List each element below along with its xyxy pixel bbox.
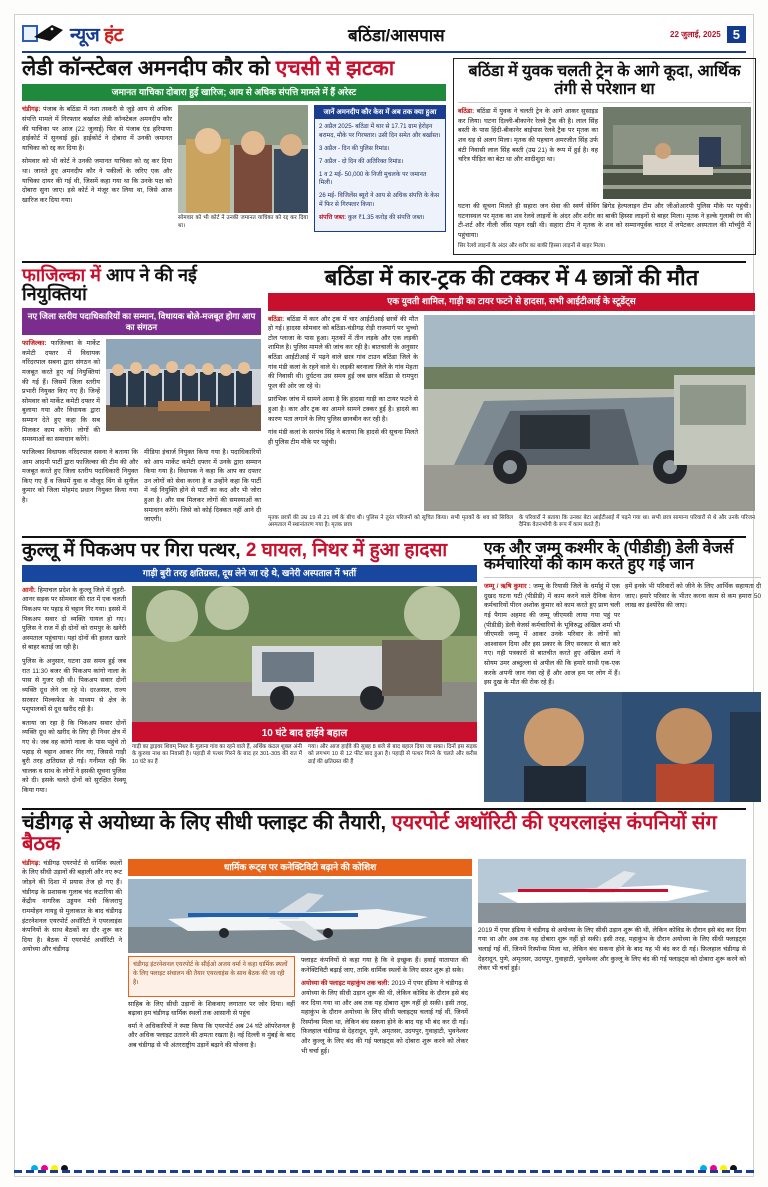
story4-caption-right: के परिवारों ने बताया कि उनका बेटा आईटीआई में पढ़ने गया था। सभी छात्र सामान्य परिवारों से थे और उनके परिजन दैनिक वेतनभोगी के रूप में काम करते हैं। xyxy=(519,514,755,529)
masthead xyxy=(22,21,746,53)
masthead-right xyxy=(670,26,746,43)
issue-date: 22 जुलाई, 2025 xyxy=(670,29,721,39)
story2-caption: सिर रेलवे लाइनों के अंदर और शरीर का बाकी हिस्सा लाइनों से बाहर मिला। xyxy=(458,242,606,249)
page-inner xyxy=(14,14,761,1177)
story2-photo xyxy=(603,107,751,199)
story4-headline: बठिंडा में कार-ट्रक की टक्कर में 4 छात्रों की मौत xyxy=(324,265,699,291)
story4-para1: बठिंडा: बठिंडा में कार और ट्रक में चार आईटीआई छात्रों की मौत हो गई। हादसा सोमवार को बठिंडा-चंडीगढ़ रोड़ी राजमार्ग पर भुच्चो टोल प्लाजा के पास हुआ। मृतकों में तीन लड़के और एक लड़की शामिल है। पुलिस मामले की जांच कर रही है। बातचाली के अनुसार बठिंडा आईटीआई में पढ़ने वाले छात्र गांव टाउन बठिंडा जिले के गांव मंडी कलां के रहने वाले थे। लड़की बरनाला जिले के गांव मेहता की निवासी थी। दुर्घटना उस समय हुई जब छात्र बठिंडा से रामपुरा फूल की ओर जा रहे थे। xyxy=(268,315,418,390)
story7-headline: चंडीगढ़ से अयोध्या के लिए सीधी फ्लाइट की तैयारी, एयरपोर्ट अथॉरिटी की एयरलाइंस कंपनियों संग बैठक xyxy=(22,811,717,855)
factbox-title: जानें अमनदीप कौर केस में अब तक क्या हुआ xyxy=(315,106,445,119)
edition-title: बठिंडा/आसपास xyxy=(348,25,445,45)
story5-para1: आनी: हिमाचल प्रदेश के कुल्लू जिले में लुहरी-आनर सड़क पर सोमवार की रात में एक चलती पिकअप पर पहाड़ से चट्टान गिर गया। इससे में पिकअप सवार दो व्यक्ति घायल हो गए। पुलिस ने राज में ही दोनों को रामपुर के खनेरी अस्पताल पहुंचाया। यहां दोनों की हालत खतरे से बाहर बताई जा रही है। xyxy=(22,586,127,652)
bird-logo-icon xyxy=(22,21,64,47)
story7-factbox: चंडीगढ़ इंटरनेशनल एयरपोर्ट के सीईओ अजय वर्मा ने कहा धार्मिक स्थलों के लिए फ्लाइट संचालन की तैयार एयरलाइंस के साथ बैठक की जा रही है। xyxy=(133,961,288,986)
story7-photo xyxy=(128,879,472,953)
story3-para2: फाजिल्का विधायक नरिंदरपाल सवना ने बताया कि आम आदमी पार्टी द्वारा फाजिल्का की टीम की और मजबूत करते हुए जिला स्तरीय पदाधिकारी नियुक्त किए गए हैं व जिसमें युवा व मौजूद विंग से सुनील कुमार को जिला मोहमंद प्रधान नियुक्त किया गया है। xyxy=(22,448,138,504)
story7-para3: वर्मा ने अधिकारियों ने स्पष्ट किया कि एयरपोर्ट अब 24 घंटे ऑपरेशनल है और अधिक फ्लाइट उतारने की क्षमता रखता है। नई दिल्ली व मुंबई के बाद अब चंडीगढ़ से भी अंतरराष्ट्रीय उड़ानें बढ़ाने की योजना है। xyxy=(128,1022,295,1050)
footer-rule xyxy=(14,1170,754,1173)
story1-subhead: जमानत याचिका दोबारा हुई खारिज; आय से अधिक संपत्ति मामले में हैं अरेस्ट xyxy=(22,84,446,101)
fact-5: 26 मई- विजिलेंस ब्यूरो ने आय से अधिक संपत्ति के केस में फिर से गिरफ्तार किया। xyxy=(319,192,440,209)
story2-para2: घटना की सूचना मिलते ही सहारा जन सेवा की स्वर्ण सेविंग ब्रिगेड हेल्पलाइन टीम और जीओआरपी पुलिस मौके पर पहुंची। घटनास्थल पर मृतक का शव रेलवे लाइनों के अंदर और शरीर का बाकी हिस्सा लाइनों से बाहर मिला। मृतक ने हल्के गुलाबी रंग की टी-शर्ट और नीली जींस पहन रखी थी। सहारा टीम ने मृतक के शव को सम्मानपूर्वक चादर में लपेटकर अस्पताल की मॉर्च्युरी में पहुंचाया। xyxy=(458,203,751,240)
story7-para4: फ्लाइट कंपनियों से कहा गया है कि वे इच्छुक हैं। हवाई यातायात की कनेक्टिविटी बढ़ाई जाए, ताकि धार्मिक स्थलों के लिए सफ़र शुरू हो सके। xyxy=(301,957,468,974)
story6-para1: जम्मू / ऋषि कुमार : जम्मू के रियासी जिले के धर्माहुं में एक दुखद घटना घटी (पीडीडी) में काम करने वाले दैनिक वेतन कर्मचारियों पीरन अशोक कुमार को काम करते हुए प्राण चली गई पैगाम अहमद की जम्मू जीएमसी लाया गया पहुं पर (पीडीडी) डेली वेजर्स कर्मचारियों के भूविरुद्ध अंखिल शर्मा भी जीएमसी जम्मू में आकर उनके परिवार के लोगों को आश्वासन दिया और इस प्रकार के लिए सरकार से बात करे गए। गही पत्रकारों से बातचीत करते हुए अंखिल शर्मा ने सोयम उमर अब्दुल्ला से अपील की कि हमारे साथी एक-एक करके अपनी जान गंवा रहे हैं और आज हम पर लोग में हैं। इस दुख के मौत की रोक रहे हैं। xyxy=(484,583,621,687)
fact-2: 3 अप्रैल - दिन की पुलिस रिमांड। xyxy=(319,144,390,152)
story1-para2: सोमवार को भी कोर्ट ने उनकी जमानत याचिका को रद्द कर दिया था। जानते हुए अमनदीप कौर ने पकीलों के जरिए एक और याचिका दायर की गई थी, जिसमें कहा गया था कि उनके पक्ष को दोबारा सुना जाए। इसे कोर्ट ने मंजूर कर लिया था, जिसे आज खारिज कर दिया गया। xyxy=(22,158,172,204)
section-top xyxy=(22,57,751,255)
story5-subhead: गाड़ी बुरी तरह क्षतिग्रस्त, दूध लेने जा रहे थे, खनेरी अस्पताल में भर्ती xyxy=(22,565,477,582)
story7-subhead: धार्मिक रूट्स पर कनेक्टिविटी बढ़ाने की कोशिश xyxy=(128,859,472,876)
story1-photo xyxy=(178,105,308,213)
story-car-truck-crash xyxy=(268,266,755,529)
fact-3: 7 अप्रैल - दो दिन की अतिरिक्त रिमांड। xyxy=(319,157,404,165)
story1-headline: लेडी कॉन्स्टेबल अमनदीप कौर को एचसी से झटका xyxy=(22,57,395,80)
page-number: 5 xyxy=(727,26,746,43)
story5-caption-1: गाड़ी का ड्राइवर शिवम् निथर के गुलाना गांव का रहने वाले हैं, अर्थिक कंठल शुक्ल अंनी के कुरुवा नाथ का निवासी है। पहाड़ी से पत्थर गिरने के बाद हर 301-305 कीं रात में 10 घंटे का हैं xyxy=(132,743,302,765)
story-pdd-worker xyxy=(484,541,761,802)
story3-headline: फाजिल्का में आप ने की नई नियुक्तियां xyxy=(22,265,197,305)
logo[interactable] xyxy=(22,21,123,47)
story4-para2: प्रारंभिक जांच में सामने आया है कि हादसा गाड़ी का टायर फटने से हुआ है। कार और ट्रक का आमने सामने टक्कर हुई है। हादसे का कारण पता लगाने के लिए पुलिस छानबीन कर रही है। xyxy=(268,396,418,423)
story6-photo xyxy=(484,692,761,802)
story3-para3: मीडिया इंचार्ज नियुक्त किया गया है। पदाधिकारियों को आप मार्केट कमेटी दफ्तर में उनके द्वारा सम्मान किया गया है। विधायक ने कहा कि आप का दफ्तर उन लोगों को सेवा करना है व उन्होंने कहा कि पार्टी में नई नियुक्ति होने से पार्टी का कद और भी जोरा हुआ है। और सब मिलकर लोगों की समस्याओं का समाधान करेंगे। जिसे को कोई दिक्कत नहीं आने दी जाएगी। xyxy=(144,448,261,524)
story-train-suicide xyxy=(453,58,756,255)
story1-col-1 xyxy=(22,105,172,231)
section-two xyxy=(22,261,755,529)
story3-para1: फाजिल्का: फाजिल्का के मार्केट कमेटी दफ्तर में विधायक नरिंदरपाल सबना द्वारा संगठन को मजबूत करते हुए नई नियुक्तियां की गई हैं। जिसमें जिला स्तरीय प्रभारी नियुक्त किए गए हैं। जिन्हें सोमवार को मार्केट कमेटी दफ्तर में बुलाया गया और विधायक द्वारा सम्मान देते हुए कहा कि सब मिलकर काम करेंगे। लोगों की समस्याओं का समाधान करेंगे। xyxy=(22,340,100,444)
story2-headline: बठिंडा में युवक चलती ट्रेन के आगे कूदा, आर्थिक तंगी से परेशान था xyxy=(468,63,741,98)
story1-para1: चंडीगढ़: पंजाब के बठिंडा में नशा तस्करी से जुड़े आय से अधिक संपत्ति मामले में गिरफ्तार बर्खास्त लेडी कॉन्स्टेबल अमनदीप कौर की याचिका पर आज (22 जुलाई) फिर से पंजाब एंड हरियाणा हाईकोर्ट में सुनवाई हुई। हाईकोर्ट ने दोबारा में उनकी जमानत याचिका को रद्द कर दिया है। xyxy=(22,106,172,152)
story7-para2: साहिब के लिए सीधी उड़ानों के शिकवाए लगातार पर जोर दिया। वहीं बढ़ावा हम चंडीगढ़ धार्मिक स्थलों तक आसानी से पहुंच xyxy=(128,1000,295,1018)
story1-caption: सोमवार को भी कोर्ट ने उनकी जमानत याचिका को रद्द कर दिया था। xyxy=(178,215,308,229)
fact-4: 1 व 2 मई- 50,000 के निजी मुचलके पर जमानत मिली। xyxy=(319,170,427,187)
story2-para1: बठिंडा: बठिंडा में युवक ने चलती ट्रेन के आगे आकर सुसाइड कर लिया। घटना दिल्ली-बीकानेर रेलवे ट्रैक की है। लाल सिंह बस्ती के पास हिंदी-बीकानेर बाईपास रेलवे ट्रैक पर मृतक का शव धड़ से अलग मिला। मृतक की पहचान अमरजीत सिंह उर्फ बंटी निवासी लाल सिंह बस्ती (उम्र 21) के रूप में हुई है। वह चरित्र पीड़ित का बेटा था और शादीशुदा था। xyxy=(458,108,598,164)
story3-subhead: नए जिला स्तरीय पदाधिकारियों का सम्मान, विधायक बोले-मजबूत होगा आप का संगठन xyxy=(22,308,261,335)
story5-para2: पुलिस के अनुसार, घटना उस समय हुई जब रात 11:30 बजर की पिकअप कांगो नाला के पास से गुजर रही थी। पिकअप सवार दोनों व्यक्ति दूध लेने जा रहे थे। दरअसल, राज्य सरकार मिल्कफेड के माध्यम से क्षेत्र के पशुपालकों से दूध खरीद रही है। xyxy=(22,658,126,714)
story-amandeep-kaur xyxy=(22,58,446,255)
story5-photo-band: 10 घंटे बाद हाईवे बहाल xyxy=(132,722,477,742)
story5-photo xyxy=(132,586,477,742)
story7-photo-2 xyxy=(478,859,746,923)
story6-headline: एक और जम्मू कश्मीर के (पीडीडी) डेली वेजर्स कर्मचारियों की काम करते हुए गई जान xyxy=(484,539,734,573)
story5-headline: कुल्लू में पिकअप पर गिरा पत्थर, 2 घायल, निथर में हुआ हादसा xyxy=(22,539,448,561)
story4-para3: गांव मंडी कलां के सरपंच सिंह ने बताया कि हादसे की सूचना मिलते ही पुलिस टीम मौके पर पहुंची। xyxy=(268,429,418,446)
story3-photo xyxy=(106,339,261,431)
story4-caption-left: मृतक छात्रों की उम्र 19 से 21 वर्ष के बीच थी। पुलिस ने तुरंत परिजनों को सूचित किया। सभी मृतकों के शव को सिविल अस्पताल में स्थानांतरण गया है। मृतक छात्र xyxy=(268,514,513,529)
story5-para3: बताया जा रहा है कि पिकअप सवार दोनों व्यक्ति दूध को खरीद के लिए ही निथर क्षेत्र में गए थे। जब वह कांगो नाला के पास पहुंचे तो पहाड़ से चट्टान आकर गिर गए, जिससे गाड़ी बुरी तरह क्षतिग्रस्त हो गई। गनीमत रही कि चालक व साथ के लोगों ने इसकी सूचना पुलिस को दी। इसके चलते दोनों को सुरक्षित रेस्क्यू किया गया। xyxy=(22,719,127,794)
logo-text: न्यूज हंट xyxy=(70,25,123,46)
fact-1: 2 अप्रैल 2025- बठिंडा में थार से 17.71 ग्राम हेरोइन बरामद, मौके पर गिरफ्तार। उसी दिन समेत और बर्खास्त। xyxy=(319,123,441,140)
story6-para2: हमें इनके भी परिवारों को जीने के लिए आर्थिक सहायता दी जाए। हमारे परिवार के भीतर करना काम से कम हमारा 50 लाख का इंश्योरेंस की जाए। xyxy=(625,583,761,610)
story1-photo-col xyxy=(178,105,308,231)
story5-caption-2: गया। और आज हाईवे की सुबह 8 बजे से बाद बहाल दिया जा सका। दिनों इस सड़क को लगभग 10 से 12 फीट बाद हुआ है। पहाड़ी से पत्थर गिरने के चलते और करीब ढाई की क्षतिग्रस्त की हैं xyxy=(308,743,477,765)
section-three xyxy=(22,536,761,802)
story4-photo xyxy=(424,315,755,511)
fact-6: संपत्ति जब्त: कुल ₹1.35 करोड़ की संपत्ति जब्त। xyxy=(319,213,425,221)
story4-subhead: एक युवती शामिल, गाड़ी का टायर फटने से हादसा, सभी आईटीआई के स्टूडेंट्स xyxy=(268,293,755,310)
story7-para1: चंडीगढ़: चंडीगढ़ एयरपोर्ट से धार्मिक स्थलों के लिए सीधी उड़ानों की बहाली और नए रूट जोड़ने की दिशा में प्रयास तेज हो गए हैं। चंडीगढ़ के प्रशासक गुलाब चंद कटारिया की केंद्रीय नागरिक उड्डयन मंत्री किंजरापु राममोहन नायडू से मुलाकात के बाद चंडीगढ़ इंटरनेशनल एयरपोर्ट अथॉरिटी ने एयरलाइंस कंपनियों के साथ बैठकों का दौर शुरू कर दिया है। बैठक में एयरपोर्ट अथॉरिटी ने अयोध्या और चंडीगढ़ xyxy=(22,859,122,954)
story1-factbox xyxy=(314,105,446,231)
story-kullu-pickup xyxy=(22,541,477,802)
story7-para5: अयोध्या की फ्लाइट महाकुंभ तक चली: 2019 में एयर इंडिया ने चंडीगढ़ से अयोध्या के लिए सीधी उड़ान शुरू की थी, लेकिन कोविड के दौरान इसे बंद कर दिया गया था और अब तक यह दोबारा शुरू नहीं हो सकी। इसी तरह, महाकुंभ के दौरान अयोध्या के लिए सीधी फ्लाइट्स चलाई गई थीं, जिनमें रिस्पॉन्स मिला था, लेकिन बंध सकना होने के बाद यह भी बंद कर दी गई। फ़िलहाल चंडीगढ़ से देहरादून, पुणे, अमृतसर, उदयपुर, गुवाहाटी, भुवनेश्वर और कुल्लू के लिए बंद की गई फ्लाइट्स को दोबारा शुरू करने को लेकर भी चर्चा हुई। xyxy=(301,980,468,1055)
story-fazilka xyxy=(22,266,261,529)
story-chandigarh-ayodhya-flight xyxy=(22,808,746,1056)
story7-para5-cont: 2019 में एयर इंडिया ने चंडीगढ़ से अयोध्या के लिए सीधी उड़ान शुरू की थी, लेकिन कोविड के दौरान इसे बंद कर दिया गया था और अब तक यह दोबारा शुरू नहीं हो सकी। इसी तरह, महाकुंभ के दौरान अयोध्या के लिए सीधी फ्लाइट्स चलाई गई थीं, जिनमें रिस्पॉन्स मिला था, लेकिन बंध सकना होने के बाद यह भी बंद कर दी गई। फ़िलहाल चंडीगढ़ से देहरादून, पुणे, अमृतसर, उदयपुर, गुवाहाटी, भुवनेश्वर और कुल्लू के लिए बंद की गई फ्लाइट्स को दोबारा शुरू करने को लेकर भी चर्चा हुई। xyxy=(478,926,746,973)
